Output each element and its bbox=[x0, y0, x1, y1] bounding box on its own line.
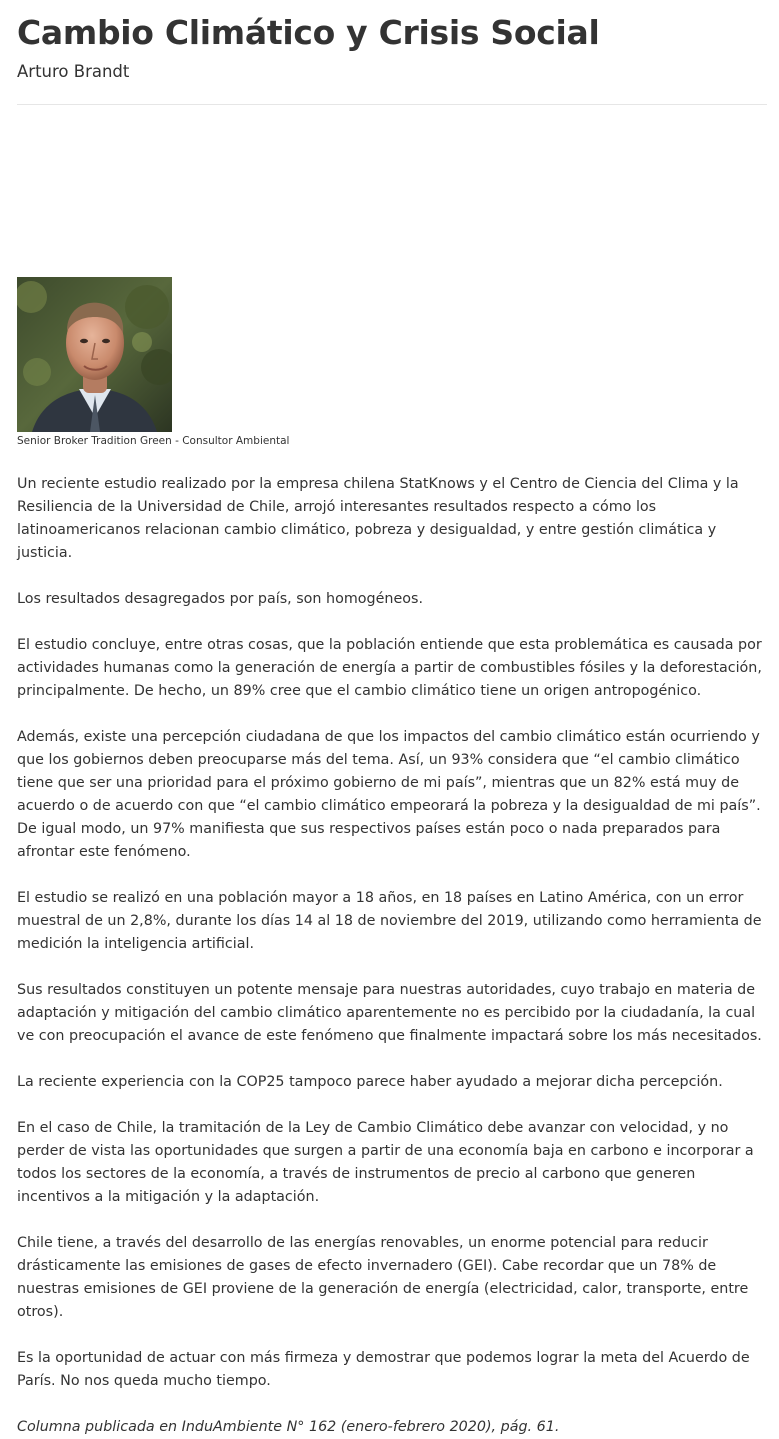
article-author: Arturo Brandt bbox=[17, 62, 130, 81]
paragraph: Chile tiene, a través del desarrollo de las energías renovables, un enorme potencial para reducir drásticamente las emisiones de gases de efecto invernadero (GEI). Cabe recordar que un 78% de nuestras emisiones de GEI proviene de la generación de energía (electricidad, calor, transporte, entre otros). bbox=[17, 1235, 749, 1320]
paragraph: Además, existe una percepción ciudadana de que los impactos del cambio climático están ocurriendo y que los gobiernos deben preocuparse más del tema. Así, un 93% considera que “el cambio climático tiene que ser una prioridad para el próximo gobierno de mi país”, mientras que un 82% está muy de acuerdo o de acuerdo con que “el cambio climático empeorará la pobreza y la desigualdad de mi país”. De igual modo, un 97% manifiesta que sus respectivos países están poco o nada preparados para afrontar este fenómeno. bbox=[17, 729, 761, 860]
paragraph: El estudio concluye, entre otras cosas, que la población entiende que esta problemática es causada por actividades humanas como la generación de energía a partir de combustibles fósiles y la deforestación, principalmente. De hecho, un 89% cree que el cambio climático tiene un origen antropogénico. bbox=[17, 637, 762, 699]
paragraph: Los resultados desagregados por país, son homogéneos. bbox=[17, 591, 423, 607]
paragraph: La reciente experiencia con la COP25 tampoco parece haber ayudado a mejorar dicha percepción. bbox=[17, 1074, 723, 1090]
paragraph: El estudio se realizó en una población mayor a 18 años, en 18 países en Latino América, con un error muestral de un 2,8%, durante los días 14 al 18 de noviembre del 2019, utilizando como herramienta de medición la inteligencia artificial. bbox=[17, 890, 762, 952]
blank-ad-space bbox=[17, 105, 767, 277]
paragraph: Es la oportunidad de actuar con más firmeza y demostrar que podemos lograr la meta del Acuerdo de París. No nos queda mucho tiempo. bbox=[17, 1350, 750, 1389]
article-title: Cambio Climático y Crisis Social bbox=[17, 13, 600, 52]
paragraph: En el caso de Chile, la tramitación de la Ley de Cambio Climático debe avanzar con velocidad, y no perder de vista las oportunidades que surgen a partir de una economía baja en carbono e incorporar a todos los sectores de la economía, a través de instrumentos de precio al carbono que generen incentivos a la mitigación y la adaptación. bbox=[17, 1120, 754, 1205]
author-photo bbox=[17, 277, 172, 432]
publication-footnote: Columna publicada en InduAmbiente N° 162 (enero-febrero 2020), pág. 61. bbox=[17, 1419, 560, 1435]
article-body bbox=[17, 473, 767, 1439]
paragraph: Un reciente estudio realizado por la empresa chilena StatKnows y el Centro de Ciencia del Clima y la Resiliencia de la Universidad de Chile, arrojó interesantes resultados respecto a cómo los latinoamericanos relacionan cambio climático, pobreza y desigualdad, y entre gestión climática y justicia. bbox=[17, 476, 739, 561]
paragraph: Sus resultados constituyen un potente mensaje para nuestras autoridades, cuyo trabajo en materia de adaptación y mitigación del cambio climático aparentemente no es percibido por la ciudadanía, la cual ve con preocupación el avance de este fenómeno que finalmente impactará sobre los más necesitados. bbox=[17, 982, 762, 1044]
photo-caption: Senior Broker Tradition Green - Consultor Ambiental bbox=[17, 435, 290, 447]
